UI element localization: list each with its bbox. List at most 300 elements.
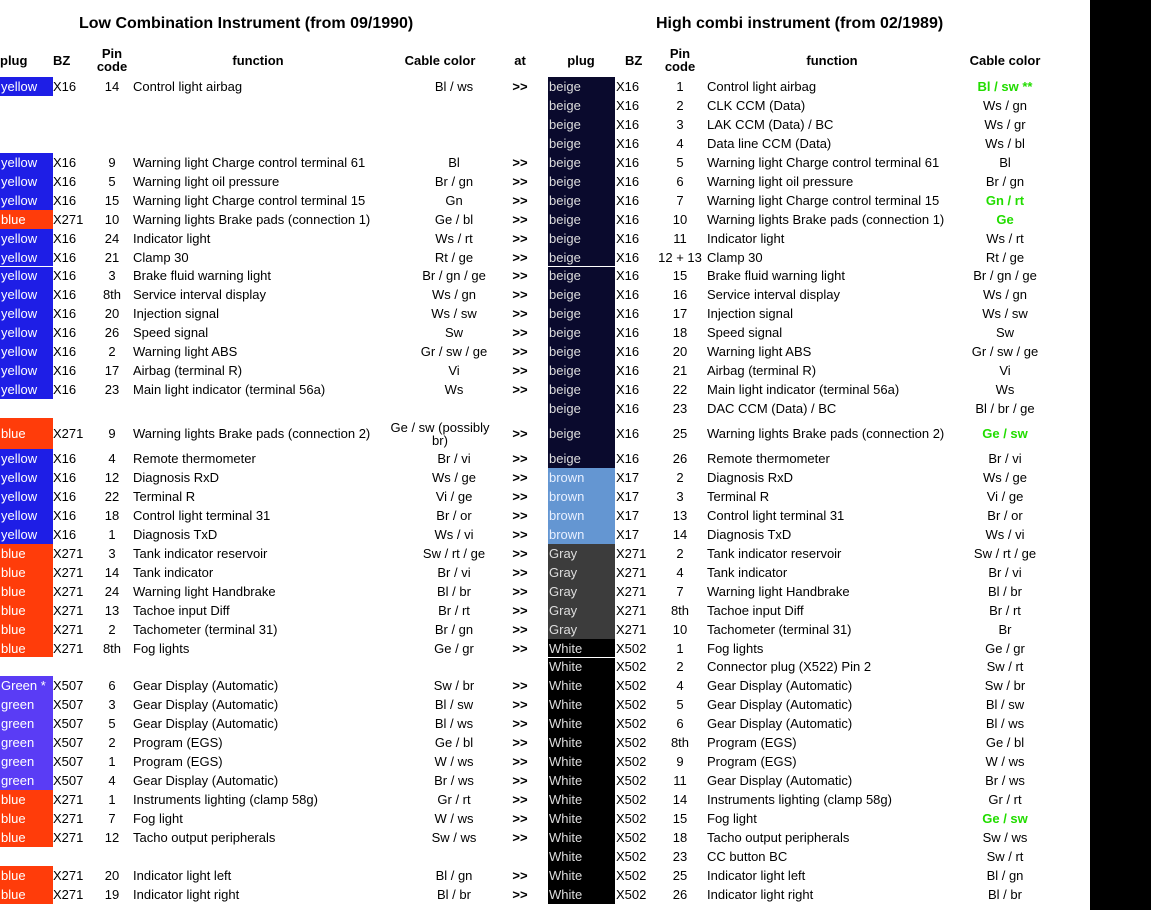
bz-left: X271 — [53, 886, 84, 902]
pin-right: 2 — [676, 659, 684, 675]
at-arrow: >> — [512, 211, 528, 227]
cable-color-right: Br — [998, 621, 1012, 637]
plug-color-left: yellow — [0, 172, 53, 191]
at-arrow: >> — [512, 886, 528, 902]
pin-right: 6 — [676, 716, 684, 732]
pin-left: 5 — [108, 173, 116, 189]
bz-left: X271 — [53, 830, 84, 846]
plug-color-right: White — [548, 639, 615, 658]
bz-right: X502 — [616, 867, 647, 883]
at-arrow: >> — [512, 469, 528, 485]
table-row — [0, 418, 1090, 449]
pin-left: 24 — [104, 230, 120, 246]
function-left: Clamp 30 — [133, 249, 189, 265]
table-row — [0, 449, 1090, 468]
function-left: Brake fluid warning light — [133, 268, 272, 284]
cable-color-right: Ws / sw — [982, 306, 1028, 322]
function-left: Tacho output peripherals — [133, 830, 276, 846]
function-left: Indicator light — [133, 230, 211, 246]
plug-color-left: blue — [0, 563, 53, 582]
cable-color-right: Gr / rt — [988, 792, 1022, 808]
function-right: Tank indicator reservoir — [707, 545, 842, 561]
plug-color-left: blue — [0, 582, 53, 601]
bz-right: X16 — [616, 325, 640, 341]
pin-left: 20 — [104, 306, 120, 322]
bz-left: X16 — [53, 249, 77, 265]
function-left: Indicator light left — [133, 867, 232, 883]
bz-right: X17 — [616, 507, 640, 523]
bz-left: X16 — [53, 344, 77, 360]
pin-right: 3 — [676, 116, 684, 132]
bz-right: X16 — [616, 154, 640, 170]
table-row — [0, 115, 1090, 134]
cable-color-left: Ws / gn — [431, 287, 477, 303]
pin-right: 18 — [672, 325, 688, 341]
plug-color-right: White — [548, 847, 615, 866]
cable-color-right: Rt / ge — [985, 249, 1025, 265]
plug-color-right: White — [548, 866, 615, 885]
bz-left: X16 — [53, 154, 77, 170]
at-arrow: >> — [512, 678, 528, 694]
pin-right: 25 — [672, 867, 688, 883]
pin-left: 2 — [108, 344, 116, 360]
bz-left: X507 — [53, 754, 84, 770]
pin-right: 2 — [676, 469, 684, 485]
cable-color-right: Vi / ge — [986, 488, 1024, 504]
cable-color-right: Sw — [995, 325, 1015, 341]
cable-color-left: Vi — [448, 363, 460, 379]
cable-color-right: Ws — [995, 382, 1015, 398]
pin-right: 1 — [676, 78, 684, 94]
bz-left: X16 — [53, 268, 77, 284]
function-right: Program (EGS) — [707, 754, 797, 770]
header-plug-left: plug — [0, 52, 28, 68]
pin-right: 14 — [672, 792, 688, 808]
function-right: Diagnosis RxD — [707, 469, 793, 485]
bz-right: X502 — [616, 659, 647, 675]
bz-right: X16 — [616, 249, 640, 265]
function-right: Tank indicator — [707, 564, 788, 580]
function-right: Instruments lighting (clamp 58g) — [707, 792, 892, 808]
function-right: Clamp 30 — [707, 249, 763, 265]
cable-color-right: Ws / bl — [985, 135, 1025, 151]
header-pin-right — [655, 45, 705, 75]
pin-right: 6 — [676, 173, 684, 189]
function-right: Tacho output peripherals — [707, 830, 850, 846]
bz-left: X271 — [53, 792, 84, 808]
cable-color-left: Br / rt — [438, 602, 470, 618]
pin-left: 12 — [104, 830, 120, 846]
function-left: Tank indicator reservoir — [133, 545, 268, 561]
pin-left: 7 — [108, 811, 116, 827]
bz-right: X16 — [616, 192, 640, 208]
pin-left: 18 — [104, 507, 120, 523]
plug-color-right: White — [548, 790, 615, 809]
function-right: Connector plug (X522) Pin 2 — [707, 659, 872, 675]
pin-right: 20 — [672, 344, 688, 360]
function-left: Indicator light right — [133, 886, 240, 902]
function-left: Gear Display (Automatic) — [133, 716, 279, 732]
at-arrow: >> — [512, 507, 528, 523]
right-black-bar — [1090, 0, 1151, 910]
function-left: Tachometer (terminal 31) — [133, 621, 278, 637]
function-left: Fog lights — [133, 640, 190, 656]
cable-color-left: Ws — [444, 382, 464, 398]
plug-color-right: White — [548, 695, 615, 714]
bz-right: X271 — [616, 621, 647, 637]
plug-color-left: blue — [0, 544, 53, 563]
header-cable-left: Cable color — [404, 52, 476, 68]
plug-color-left: yellow — [0, 468, 53, 487]
function-right: CC button BC — [707, 848, 788, 864]
bz-right: X16 — [616, 78, 640, 94]
bz-left: X16 — [53, 287, 77, 303]
bz-left: X16 — [53, 382, 77, 398]
at-arrow: >> — [512, 78, 528, 94]
plug-color-right: beige — [548, 115, 615, 134]
function-left: Control light terminal 31 — [133, 507, 271, 523]
function-left: Diagnosis TxD — [133, 526, 218, 542]
bz-right: X502 — [616, 811, 647, 827]
header-cable-right: Cable color — [969, 52, 1041, 68]
header-bz-right: BZ — [625, 52, 643, 68]
plug-color-left: yellow — [0, 342, 53, 361]
plug-color-left: blue — [0, 601, 53, 620]
at-arrow: >> — [512, 249, 528, 265]
cable-color-right: Vi — [999, 363, 1011, 379]
table-row — [0, 380, 1090, 399]
header-pin-line2: code — [96, 59, 128, 74]
cable-color-left: Bl / gn — [435, 867, 473, 883]
plug-color-right: beige — [548, 210, 615, 229]
plug-color-right: Gray — [548, 544, 615, 563]
table-row — [0, 506, 1090, 525]
plug-color-right: beige — [548, 134, 615, 153]
table-row — [0, 582, 1090, 601]
plug-color-right: White — [548, 828, 615, 847]
function-right: Data line CCM (Data) — [707, 135, 832, 151]
cable-color-left: Br / vi — [437, 451, 471, 467]
pin-right: 12 + 13 — [658, 249, 702, 265]
function-left: Speed signal — [133, 325, 209, 341]
at-arrow: >> — [512, 363, 528, 379]
pin-right: 23 — [672, 848, 688, 864]
at-arrow: >> — [512, 287, 528, 303]
bz-right: X16 — [616, 135, 640, 151]
table-row — [0, 172, 1090, 191]
function-left: Gear Display (Automatic) — [133, 678, 279, 694]
bz-left: X16 — [53, 173, 77, 189]
plug-color-right: beige — [548, 229, 615, 248]
bz-left: X16 — [53, 451, 77, 467]
at-arrow: >> — [512, 583, 528, 599]
function-left: Warning lights Brake pads (connection 2) — [133, 426, 371, 442]
function-right: Indicator light left — [707, 867, 806, 883]
bz-left: X16 — [53, 78, 77, 94]
function-right: Injection signal — [707, 306, 793, 322]
plug-color-left: yellow — [0, 525, 53, 544]
cable-color-right: Ge — [996, 211, 1014, 227]
at-arrow: >> — [512, 382, 528, 398]
pin-right: 7 — [676, 583, 684, 599]
cable-color-right: Bl / sw — [985, 697, 1025, 713]
bz-right: X16 — [616, 344, 640, 360]
plug-color-right: beige — [548, 399, 615, 418]
bz-left: X16 — [53, 507, 77, 523]
function-right: Indicator light right — [707, 886, 814, 902]
bz-right: X16 — [616, 382, 640, 398]
bz-right: X17 — [616, 469, 640, 485]
table-row — [0, 620, 1090, 639]
pin-left: 19 — [104, 886, 120, 902]
plug-color-left: blue — [0, 620, 53, 639]
bz-right: X16 — [616, 401, 640, 417]
cable-color-right: Br / vi — [988, 564, 1022, 580]
function-left: Tank indicator — [133, 564, 214, 580]
pin-right: 15 — [672, 268, 688, 284]
function-right: Gear Display (Automatic) — [707, 773, 853, 789]
cable-color-right: Bl — [999, 154, 1011, 170]
function-left: Warning lights Brake pads (connection 1) — [133, 211, 371, 227]
cable-color-right: Br / vi — [988, 451, 1022, 467]
cable-color-right: Bl / br / ge — [975, 401, 1035, 417]
bz-left: X16 — [53, 325, 77, 341]
table-row — [0, 342, 1090, 361]
bz-left: X507 — [53, 697, 84, 713]
bz-left: X507 — [53, 678, 84, 694]
header-function-right: function — [806, 52, 858, 68]
table-row — [0, 695, 1090, 714]
table-row — [0, 809, 1090, 828]
cable-color-left: Ws / ge — [431, 469, 477, 485]
plug-color-right: White — [548, 733, 615, 752]
cable-color-left: Gn — [445, 192, 463, 208]
plug-color-right: beige — [548, 191, 615, 210]
header-plug-right: plug — [567, 52, 595, 68]
table-row — [0, 847, 1090, 866]
cable-color-left: Ws / vi — [434, 526, 474, 542]
at-arrow: >> — [512, 192, 528, 208]
cable-color-right: Gn / rt — [985, 192, 1025, 208]
cable-color-left: W / ws — [434, 754, 474, 770]
pin-right: 7 — [676, 192, 684, 208]
function-left: Remote thermometer — [133, 451, 256, 467]
bz-right: X502 — [616, 697, 647, 713]
table-row — [0, 752, 1090, 771]
plug-color-right: Gray — [548, 620, 615, 639]
cable-color-right: Br / gn — [985, 173, 1025, 189]
pin-left: 14 — [104, 78, 120, 94]
at-arrow: >> — [512, 867, 528, 883]
cable-color-left: Bl / ws — [434, 716, 474, 732]
bz-left: X16 — [53, 488, 77, 504]
bz-left: X16 — [53, 363, 77, 379]
pin-left: 26 — [104, 325, 120, 341]
bz-right: X502 — [616, 716, 647, 732]
at-arrow: >> — [512, 811, 528, 827]
bz-right: X16 — [616, 451, 640, 467]
pin-left: 17 — [104, 363, 120, 379]
cable-color-right: Br / ws — [985, 773, 1025, 789]
cable-color-right: Br / or — [987, 507, 1023, 523]
plug-color-left: yellow — [0, 487, 53, 506]
plug-color-right: White — [548, 676, 615, 695]
pin-left: 1 — [108, 754, 116, 770]
plug-color-left: green — [0, 695, 53, 714]
bz-right: X16 — [616, 230, 640, 246]
plug-color-right: White — [548, 658, 615, 677]
plug-color-left: blue — [0, 418, 53, 449]
pin-right: 25 — [672, 426, 688, 442]
function-right: Fog lights — [707, 640, 764, 656]
plug-color-right: Gray — [548, 582, 615, 601]
pin-right: 11 — [673, 773, 687, 789]
pin-left: 9 — [108, 426, 116, 442]
table-row — [0, 639, 1090, 658]
function-right: Tachometer (terminal 31) — [707, 621, 852, 637]
at-arrow: >> — [512, 754, 528, 770]
function-left: Control light airbag — [133, 78, 243, 94]
pin-left: 10 — [104, 211, 120, 227]
cable-color-left: Gr / rt — [437, 792, 471, 808]
cable-color-right: W / ws — [985, 754, 1025, 770]
pin-left: 4 — [108, 451, 116, 467]
plug-color-right: beige — [548, 267, 615, 286]
cable-color-left: Bl — [448, 154, 460, 170]
pin-left: 1 — [108, 792, 116, 808]
pin-right: 4 — [676, 678, 684, 694]
pin-left: 6 — [108, 678, 116, 694]
header-function-left: function — [232, 52, 284, 68]
plug-color-right: White — [548, 771, 615, 790]
function-right: DAC CCM (Data) / BC — [707, 401, 837, 417]
plug-color-right: White — [548, 752, 615, 771]
cable-color-right: Bl / gn — [986, 867, 1024, 883]
at-arrow: >> — [512, 735, 528, 751]
bz-right: X16 — [616, 116, 640, 132]
pin-right: 2 — [676, 545, 684, 561]
plug-color-right: beige — [548, 342, 615, 361]
at-arrow: >> — [512, 426, 528, 442]
function-left: Injection signal — [133, 306, 219, 322]
pin-right: 18 — [672, 830, 688, 846]
bz-right: X16 — [616, 306, 640, 322]
plug-color-left: green — [0, 752, 53, 771]
table-row — [0, 304, 1090, 323]
cable-color-right: Bl / br — [988, 886, 1022, 902]
at-arrow: >> — [512, 621, 528, 637]
table-row — [0, 77, 1090, 96]
bz-right: X502 — [616, 848, 647, 864]
pin-right: 8th — [670, 602, 690, 618]
at-arrow: >> — [512, 792, 528, 808]
plug-color-left: yellow — [0, 229, 53, 248]
pin-left: 3 — [108, 697, 116, 713]
bz-left: X507 — [53, 773, 84, 789]
function-right: Program (EGS) — [707, 735, 797, 751]
pin-right: 17 — [672, 306, 688, 322]
table-row — [0, 790, 1090, 809]
at-arrow: >> — [512, 154, 528, 170]
pin-left: 20 — [104, 867, 120, 883]
plug-color-left: yellow — [0, 449, 53, 468]
cable-color-left: Bl / br — [437, 583, 471, 599]
plug-color-right: beige — [548, 96, 615, 115]
pin-right: 10 — [672, 211, 688, 227]
plug-color-left: Green * — [0, 676, 53, 695]
function-left: Tachoe input Diff — [133, 602, 230, 618]
pin-left: 12 — [104, 469, 120, 485]
table-row — [0, 134, 1090, 153]
at-arrow: >> — [512, 830, 528, 846]
pin-left: 13 — [104, 602, 120, 618]
cable-color-left: Bl / br — [437, 886, 471, 902]
plug-color-right: beige — [548, 304, 615, 323]
cable-color-left: Br / gn — [434, 621, 474, 637]
pin-right: 8th — [670, 735, 690, 751]
header-pin-line2: code — [664, 59, 696, 74]
at-arrow: >> — [512, 773, 528, 789]
plug-color-right: White — [548, 714, 615, 733]
plug-color-left: yellow — [0, 153, 53, 172]
bz-left: X16 — [53, 192, 77, 208]
cable-color-left: Ws / rt — [435, 230, 473, 246]
plug-color-left: yellow — [0, 285, 53, 304]
table-row — [0, 468, 1090, 487]
header-pin-line1: Pin — [669, 46, 691, 61]
pin-right: 4 — [676, 564, 684, 580]
at-arrow: >> — [512, 526, 528, 542]
cable-color-left: Ge / bl — [434, 211, 474, 227]
table-row — [0, 153, 1090, 172]
cable-color-right: Bl / br — [988, 583, 1022, 599]
pin-right: 4 — [676, 135, 684, 151]
plug-color-right: brown — [548, 506, 615, 525]
cable-color-left: Sw / ws — [431, 830, 477, 846]
plug-color-right: beige — [548, 285, 615, 304]
bz-right: X271 — [616, 545, 647, 561]
bz-right: X502 — [616, 640, 647, 656]
title-high-combi: High combi instrument (from 02/1989) — [656, 15, 944, 32]
pin-right: 13 — [672, 507, 688, 523]
at-arrow: >> — [512, 640, 528, 656]
plug-color-left: yellow — [0, 323, 53, 342]
function-left: Instruments lighting (clamp 58g) — [133, 792, 318, 808]
pin-right: 9 — [676, 754, 684, 770]
function-left: Gear Display (Automatic) — [133, 697, 279, 713]
pin-left: 8th — [102, 640, 122, 656]
at-arrow: >> — [512, 306, 528, 322]
table-row — [0, 285, 1090, 304]
pin-right: 14 — [672, 526, 688, 542]
cable-color-right: Ge / gr — [985, 640, 1025, 656]
bz-right: X502 — [616, 886, 647, 902]
table-row — [0, 771, 1090, 790]
function-right: Brake fluid warning light — [707, 268, 846, 284]
pin-left: 21 — [104, 249, 120, 265]
at-arrow: >> — [512, 602, 528, 618]
function-right: Terminal R — [707, 488, 770, 504]
plug-color-right: beige — [548, 380, 615, 399]
function-right: Warning light Charge control terminal 15 — [707, 192, 940, 208]
table-row — [0, 733, 1090, 752]
plug-color-left: blue — [0, 809, 53, 828]
function-right: Tachoe input Diff — [707, 602, 804, 618]
plug-color-left: green — [0, 714, 53, 733]
pin-left: 4 — [108, 773, 116, 789]
pin-right: 11 — [673, 230, 687, 246]
plug-color-right: Gray — [548, 601, 615, 620]
